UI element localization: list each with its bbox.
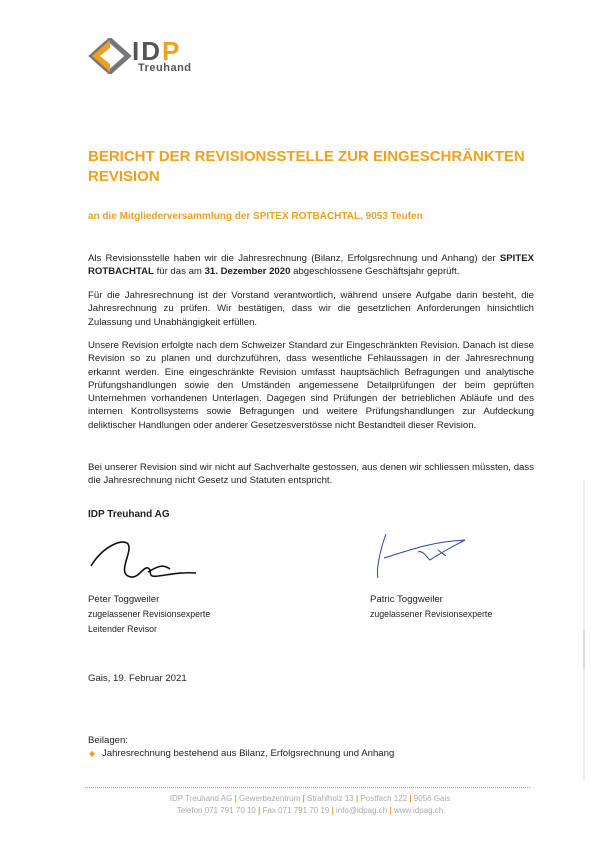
footer-divider [85,787,530,788]
bullet-diamond-icon: ◆ [89,749,96,758]
footer-separator: | [232,794,239,803]
footer-address-item: Postfach 122 [360,794,408,803]
signature-right [370,530,480,580]
signer-1-role: zugelassener Revisionsexperte [88,609,211,619]
paragraph-2: Für die Jahresrechnung ist der Vorstand verantwortlich, während unsere Aufgabe darin besteht, die Jahresrechnung zu prüfen. Wir bestätigen, dass wir die gesetzlichen Anforderungen hinsichtlich Zulassung und Unabhängigkeit erfüllen. [88,290,534,328]
attachment-item [89,748,395,759]
p1-client-name: SPITEX ROTBACHTAL [88,253,534,278]
company-name: IDP Treuhand AG [88,509,170,520]
footer-separator: | [329,806,336,815]
signer-1-name: Peter Toggweiler [88,594,160,605]
footer-separator: | [255,806,263,815]
footer-address-item: 9056 Gais [413,794,451,803]
logo-accent-letter: P [162,36,182,66]
attachment-item-text: Jahresrechnung bestehend aus Bilanz, Erfolgsrechnung und Anhang [102,748,395,759]
paragraph-1 [88,252,534,279]
footer-contact-item: www.idpag.ch [393,806,444,815]
logo-text: IDP [132,36,182,66]
place-date: Gais, 19. Februar 2021 [88,673,187,684]
logo-diamond-icon [88,38,132,74]
signature-left [88,536,198,584]
attachments-label: Beilagen: [88,735,129,746]
footer-address-item: Gewerbezentrum [238,794,301,803]
signer-1-role-2: Leitender Revisor [88,624,157,634]
p1-text-c: für das am [153,266,205,278]
company-logo [88,38,218,74]
footer-separator: | [353,794,361,803]
p1-date: 31. Dezember 2020 [204,266,291,278]
footer-address-item: Strahlholz 13 [307,794,354,803]
footer-separator: | [407,794,414,803]
footer-contact-item: Telefon 071 791 70 10 [176,806,256,815]
footer-line-1 [100,794,520,803]
sidebar-decorative-strip [579,480,589,780]
footer-contact-item: Fax 071 791 70 19 [262,806,330,815]
footer-line-2 [100,806,520,815]
footer-separator: | [300,794,308,803]
signer-2-role: zugelassener Revisionsexperte [370,609,493,619]
report-subtitle: an die Mitgliederversammlung der SPITEX ROTBACHTAL, 9053 Teufen [88,211,423,222]
footer-separator: | [387,806,394,815]
paragraph-3: Unsere Revision erfolgte nach dem Schweizer Standard zur Eingeschränkten Revision. Danach ist diese Revision so zu planen und durchzuführen, dass wesentliche Fehlaussagen in der Jahresrechnung erkannt werden. Eine eingeschränkte Revision umfasst hauptsächlich Befragungen und analytische Prüfungshandlungen sowie den Umständen angemessene Detailprüfungen der beim geprüften Unternehmen vorhandenen Unterlagen. Dagegen sind Prüfungen der betrieblichen Abläufe und des internen Kontrollsystems sowie Befragungen und weitere Prüfungshandlungen zur Aufdeckung deliktischer Handlungen oder anderer Gesetzesverstösse nicht Bestandteil dieser Revision. [88,340,534,431]
report-title: BERICHT DER REVISIONSSTELLE ZUR EINGESCHRÄNKTEN REVISION [88,148,525,185]
p1-text-e: abgeschlossene Geschäftsjahr geprüft. [290,266,460,278]
logo-subtext: Treuhand [138,62,192,74]
footer-contact-item: info@idpag.ch [335,806,388,815]
footer-address-item: IDP Treuhand AG [169,794,233,803]
p1-text-a: Als Revisionsstelle haben wir die Jahresrechnung (Bilanz, Erfolgsrechnung und Anhang) der [88,253,500,264]
signer-2-name: Patric Toggweiler [370,594,443,605]
paragraph-4: Bei unserer Revision sind wir nicht auf Sachverhalte gestossen, aus denen wir schliessen müssten, dass die Jahresrechnung nicht Gesetz und Statuten entspricht. [88,462,534,487]
signer-1 [88,592,210,637]
signer-2 [370,592,492,622]
